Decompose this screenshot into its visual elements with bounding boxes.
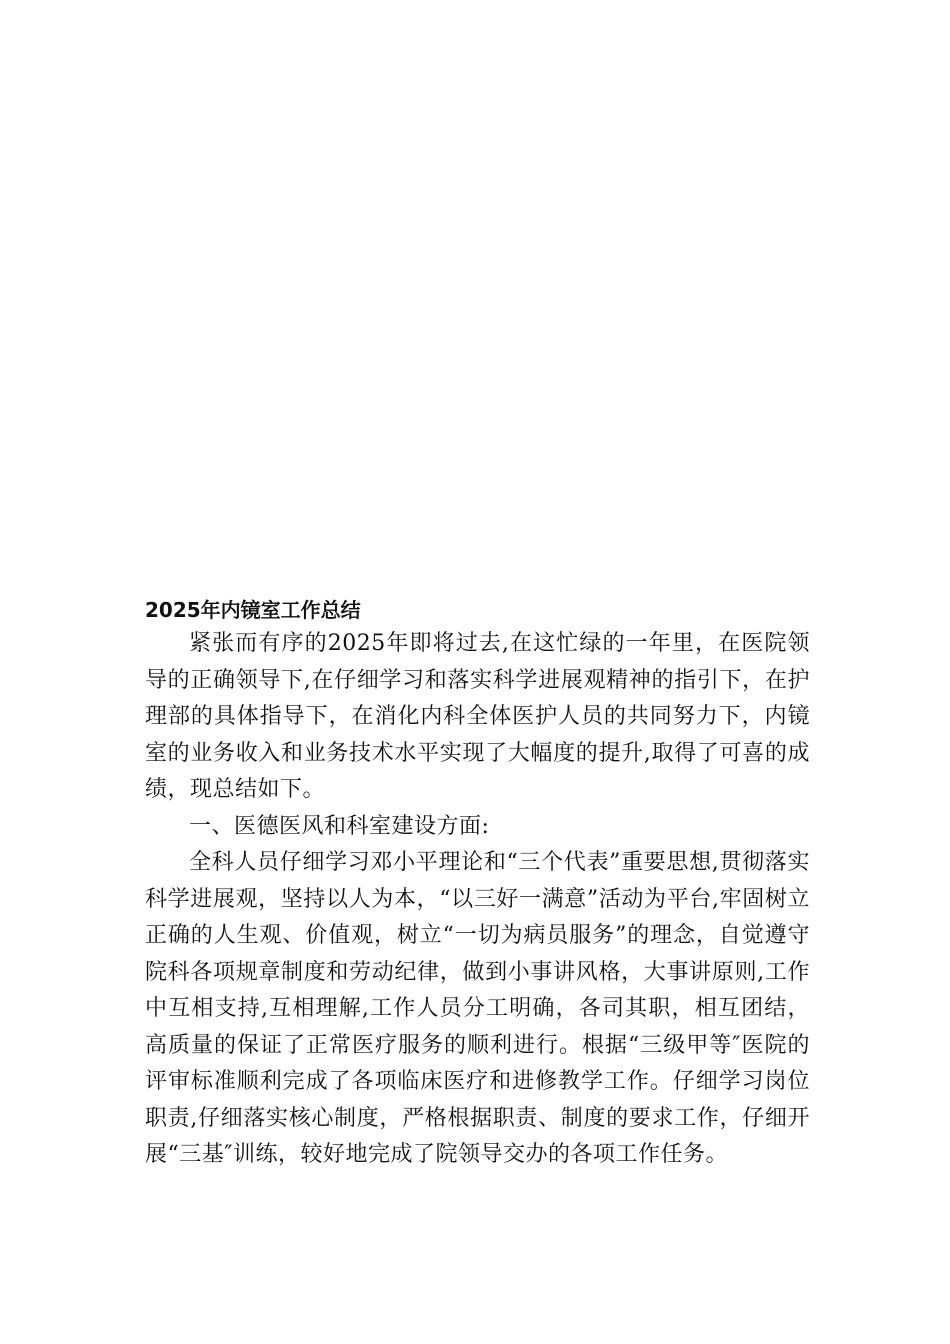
body-paragraph: 全科人员仔细学习邓小平理论和“三个代表”重要思想,贯彻落实科学进展观，坚持以人为本，“以三好一满意”活动为平台,牢固树立正确的人生观、价值观，树立“一切为病员服务”的理念，自觉遵守院科各项规章制度和劳动纪律，做到小事讲风格，大事讲原则,工作中互相支持,互相理解,工作人员分工明确，各司其职，相互团结，高质量的保证了正常医疗服务的顺利进行。根据“三级甲等″医院的评审标准顺利完成了各项临床医疗和进修教学工作。仔细学习岗位职责,仔细落实核心制度，严格根据职责、制度的要求工作，仔细开展“三基″训练，较好地完成了院领导交办的各项工作任务。 xyxy=(145,850,810,1167)
section-heading: 一、医德医风和科室建设方面: xyxy=(189,813,490,839)
document-body xyxy=(145,594,810,1174)
document-title: 2025年内镜室工作总结 xyxy=(145,598,361,622)
intro-paragraph: 紧张而有序的2025年即将过去,在这忙绿的一年里，在医院领导的正确领导下,在仔细学习和落实科学进展观精神的指引下，在护理部的具体指导下，在消化内科全体医护人员的共同努力下，内镜室的业务收入和业务技术水平实现了大幅度的提升,取得了可喜的成绩，现总结如下。 xyxy=(145,631,810,802)
